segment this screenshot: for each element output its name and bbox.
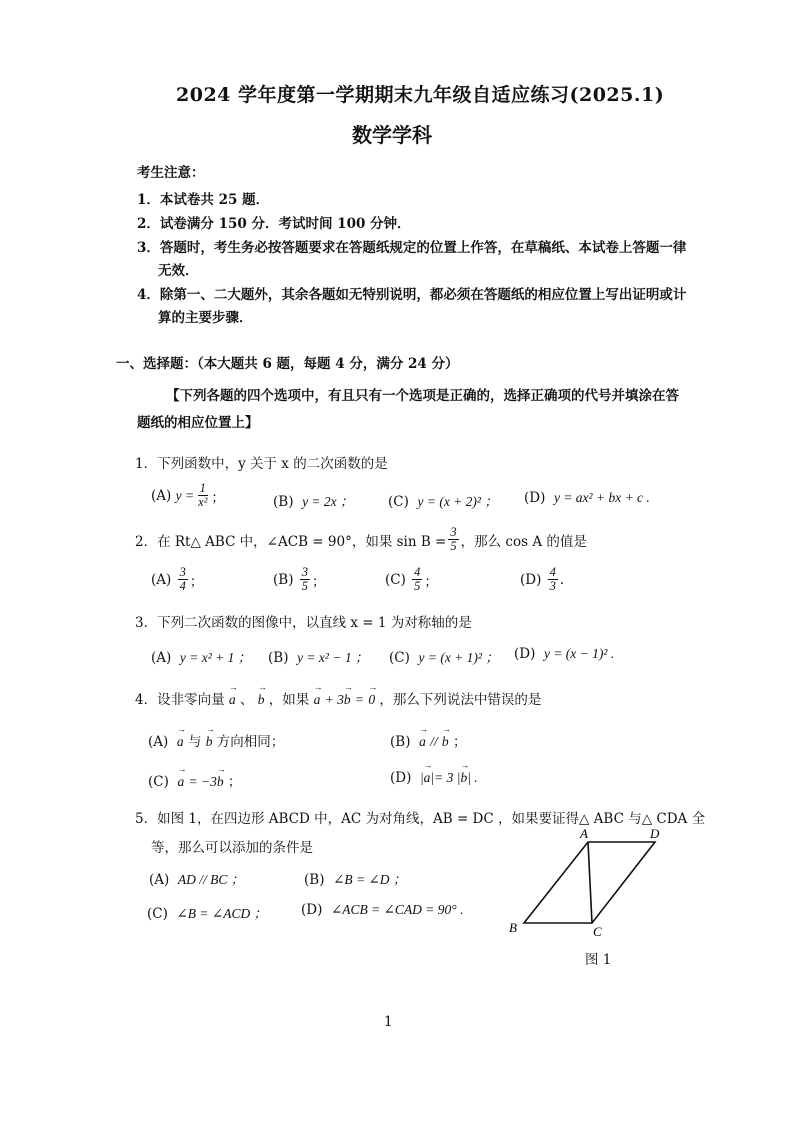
q2-b-tail: ； [312,573,326,590]
q2-c-den: 5 [414,579,421,593]
q1-b-text: y = 2x ； [302,494,354,509]
q5-d-text: ∠ACB = ∠CAD = 90° . [330,902,464,917]
q5-stem-line-1: 5．如图 1，在四边形 ABCD 中，AC 为对角线，AB = DC ，如果要证得△ ABC 与△ CDA 全 [135,811,706,827]
q4-c-tail: ； [227,774,242,790]
q2-stem-fraction [448,526,458,553]
q4-eq-b: → b [344,692,351,708]
notice-item-1: 1．本试卷共 25 题． [137,192,270,208]
q4-stem [135,688,541,708]
q2-d-fraction [548,566,558,593]
q2-c-label: (C) [385,571,406,588]
q1-c-text: y = (x + 2)² ； [417,494,498,509]
q5-c-text: ∠B = ∠ACD ； [176,906,268,921]
q4-d-pre: | [419,770,424,785]
q1-stem: 1．下列函数中，y 关于 x 的二次函数的是 [135,456,388,472]
q3-c-label: (C) [389,650,410,666]
diagonal-ac [588,842,592,923]
notice-item-4: 4．除第一、二大题外，其余各题如无特别说明，都必须在答题纸的相应位置上写出证明或计 [137,287,687,303]
q2-c-tail: ； [424,573,438,590]
q2-b-fraction [300,566,310,593]
q2-a-num: 3 [179,565,186,579]
q5-stem-line-2: 等，那么可以添加的条件是 [151,840,313,856]
q2-stem-pre: 2．在 Rt△ ABC 中，∠ACB = 90°，如果 sin B = [135,533,447,550]
q1-d-label: (D) [524,490,546,506]
notice-item-4-cont: 算的主要步骤． [158,310,253,326]
q5-d-label: (D) [301,902,323,918]
q4-c-va: → a [177,774,184,790]
notice-item-3-cont: 无效． [158,263,199,279]
q3-c-text: y = (x + 1)² ； [418,650,499,665]
q2-d-den: 3 [549,579,556,593]
q4-c-mid: = −3 [188,774,217,789]
notice-item-2: 2．试卷满分 150 分．考试时间 100 分钟． [137,216,411,232]
q4-d-va: → a [424,770,431,786]
q4-a-label: (A) [148,734,169,750]
figure-1-diagram [500,820,680,945]
q4-a-vb: → b [206,734,213,750]
q4-option-a [148,730,284,750]
q3-option-d [514,646,614,662]
q4-option-b [390,730,466,750]
figure-caption: 图 1 [585,952,612,968]
q3-d-label: (D) [514,646,536,662]
q1-b-label: (B) [273,494,294,510]
q5-b-label: (B) [304,872,325,888]
q3-a-text: y = x² + 1 ； [179,650,252,665]
q1-a-fraction [196,482,209,509]
q2-option-a [151,566,203,593]
q4-c-label: (C) [148,774,169,790]
q1-option-b [273,490,354,510]
q4-b-tail: ； [452,734,467,750]
q1-a-lhs: y = [175,487,195,503]
q2-stem-den: 5 [450,539,457,553]
q4-d-mid: |= 3 | [430,770,461,785]
q4-stem-mid: ，如果 [268,692,310,708]
q5-option-d [301,902,463,918]
q4-c-vb: → b [217,774,224,790]
vertex-label-d: D [650,826,660,841]
q4-d-tail: | . [467,770,478,785]
q1-a-num: 1 [199,481,206,495]
vertex-label-a: A [580,826,588,841]
q2-b-den: 5 [301,579,309,593]
q3-option-b [268,646,368,666]
q2-b-num: 3 [301,565,309,579]
q2-option-d [520,566,564,593]
q4-stem-pre: 4．设非零向量 [135,692,225,708]
q4-a-mid: 与 [187,734,202,750]
q5-option-b [304,868,406,888]
q4-eq-eq: = [354,692,365,707]
q3-d-text: y = (x − 1)² . [543,646,615,661]
section-heading: 一、选择题：（本大题共 6 题，每题 4 分，满分 24 分） [116,356,459,372]
q1-option-d [524,490,650,506]
q3-b-text: y = x² − 1 ； [297,650,369,665]
q2-d-tail: . [559,571,565,588]
notice-item-3: 3．答题时，考生务必按答题要求在答题纸规定的位置上作答，在草稿纸、本试卷上答题一律 [137,240,687,256]
q3-b-label: (B) [268,650,289,666]
q2-a-fraction [178,566,188,593]
q4-option-d [390,770,478,786]
q2-b-label: (B) [273,571,294,588]
section-instruction-1: 【下列各题的四个选项中，有且只有一个选项是正确的，选择正确项的代号并填涂在答 [166,388,679,404]
notice-heading: 考生注意： [137,165,205,181]
q1-option-c [388,490,498,510]
q2-d-label: (D) [520,571,542,588]
q4-eq-plus: + 3 [324,692,344,707]
q2-option-b [273,566,326,593]
q1-d-text: y = ax² + bx + c . [553,490,650,505]
q5-a-label: (A) [149,872,170,888]
q5-option-a [149,868,244,888]
q1-a-tail: ； [211,489,225,506]
q5-c-label: (C) [147,906,168,922]
q4-option-c [148,770,241,790]
q4-a-tail: 方向相同； [216,734,285,750]
q2-option-c [385,566,438,593]
q1-a-label: (A) [151,487,172,504]
page-title: 2024 学年度第一学期期末九年级自适应练习(2025.1) [176,84,665,106]
q2-stem [135,526,587,553]
vertex-label-b: B [509,920,517,935]
q4-vec-b: → b [258,692,265,708]
q3-option-c [389,646,499,666]
section-instruction-2: 题纸的相应位置上】 [137,415,259,431]
q5-b-text: ∠B = ∠D ； [333,872,407,887]
q4-b-va: → a [419,734,426,750]
q2-c-fraction [412,566,422,593]
q2-d-num: 4 [549,565,556,579]
q4-b-mid: // [430,734,438,749]
q1-a-den: x² [198,495,208,509]
page-subtitle: 数学学科 [352,123,432,147]
q2-c-num: 4 [414,565,421,579]
q3-stem: 3．下列二次函数的图像中，以直线 x = 1 为对称轴的是 [135,615,472,631]
page-number: 1 [384,1014,393,1030]
q3-a-label: (A) [151,650,172,666]
q5-a-text: AD // BC ； [177,872,245,887]
q2-a-den: 4 [179,579,186,593]
q1-c-label: (C) [388,494,409,510]
q2-a-tail: ； [189,573,204,590]
q4-vec-a: → a [229,692,236,708]
q4-stem-post: ，那么下列说法中错误的是 [379,692,542,708]
q4-eq-a: → a [314,692,321,708]
q3-option-a [151,646,251,666]
q2-stem-num: 3 [450,525,457,539]
q4-b-vb: → b [442,734,449,750]
q2-a-label: (A) [151,571,172,588]
q5-option-c [147,902,267,922]
q2-stem-post: ，那么 cos A 的值是 [460,533,587,550]
q4-d-label: (D) [390,770,412,786]
q1-option-a [151,482,225,509]
q4-eq-zero: → 0 [368,692,375,708]
q4-d-vb: → b [460,770,467,786]
vertex-label-c: C [593,924,602,939]
q4-sep: 、 [239,692,254,708]
q4-b-label: (B) [390,734,411,750]
q4-a-va: → a [177,734,184,750]
